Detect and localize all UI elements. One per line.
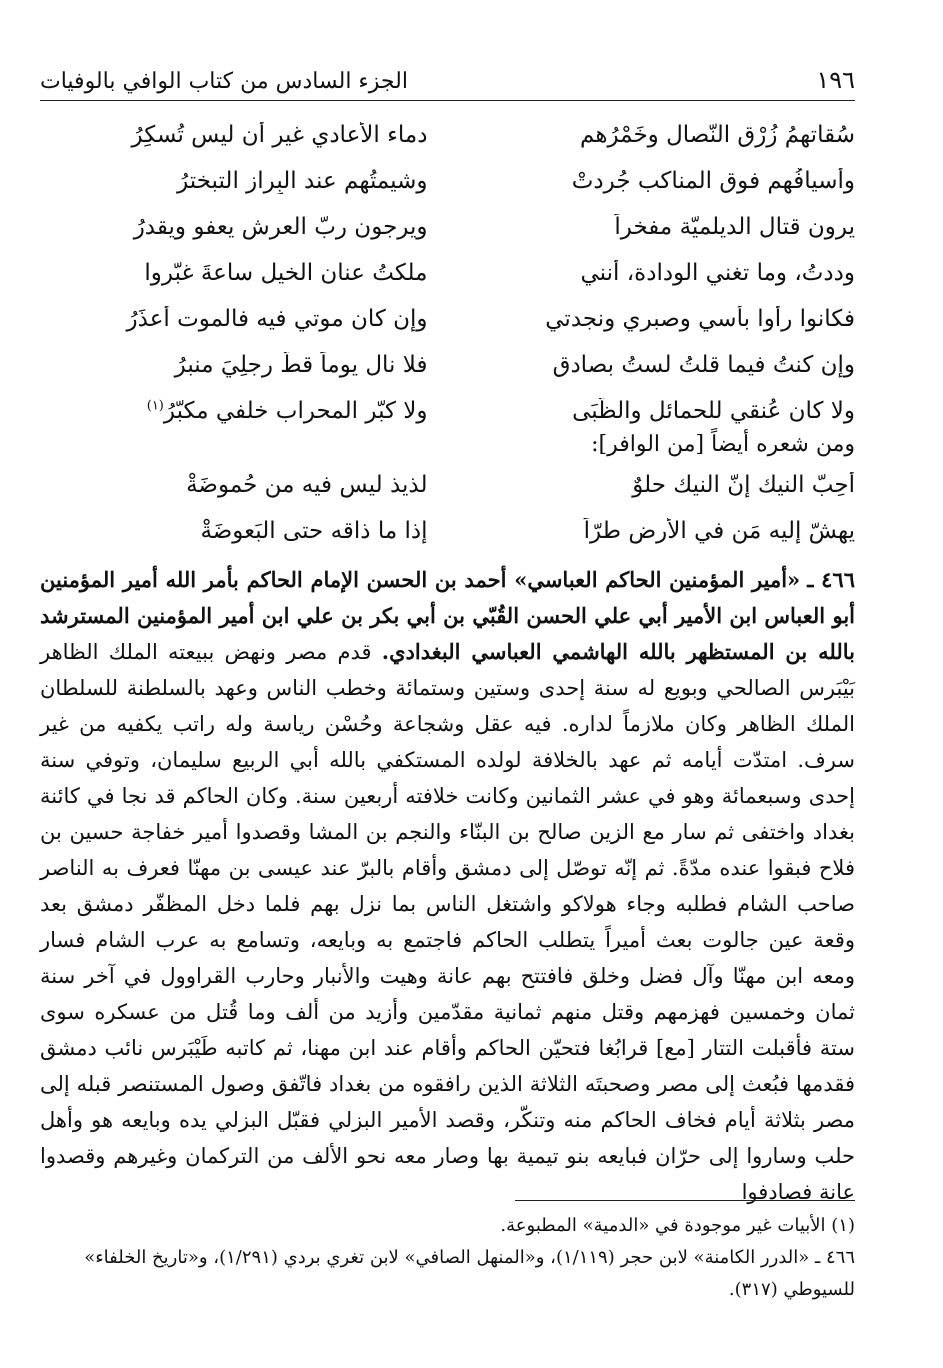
verse-row <box>40 112 855 158</box>
footnote-divider <box>515 1200 855 1201</box>
footnotes <box>40 1210 855 1306</box>
verse-hemistich-second: وشيمتُهم عند البِراز التبخترُ <box>177 168 428 194</box>
footnote: ٤٦٦ ـ «الدرر الكامنة» لابن حجر (١/١١٩)، و«المنهل الصافي» لابن تغري بردي (١/٢٩١)، و«تاريخ الخلفاء» للسيوطي (٣١٧). <box>84 1247 855 1300</box>
verse-hemistich-second <box>40 398 468 424</box>
running-title: الجزء السادس من كتاب الوافي بالوفيات <box>40 69 408 94</box>
verse-hemistich-first: ولا كان عُنقي للحمائل والظُّبَى <box>572 398 855 424</box>
verse-text: ولا كبّر المحراب خلفي مكبّرُ <box>163 398 428 424</box>
verse-row <box>40 158 855 204</box>
verse-hemistich-first: سُقاتهمُ زُرْق النّصال وخَمْرُهم <box>580 122 855 148</box>
running-header <box>40 54 855 101</box>
verse-hemistich-first: وددتُ، وما تغني الوِدادة، أنني <box>580 260 855 286</box>
verse-hemistich-second: فلا نال يوماً قطّ رجلِيَ منبرُ <box>174 352 428 378</box>
verse-row <box>40 204 855 250</box>
verse-hemistich-second: ويرجون ربّ العرش يعفو ويقدرُ <box>133 214 428 240</box>
verse-hemistich-second: ملكتُ عنان الخيل ساعةَ غبّروا <box>144 260 428 286</box>
poem-block-1 <box>40 112 855 434</box>
footnote-marker: (١) <box>146 398 164 414</box>
verse-hemistich-first: أُحِبّ النيك إنّ النيك حلوٌ <box>632 472 855 498</box>
verse-row <box>40 342 855 388</box>
footnote: (١) الأبيات غير موجودة في «الدمية» المطبوعة. <box>500 1215 855 1236</box>
verse-hemistich-second: إذا ما ذاقه حتى البَعوضَةْ <box>200 518 428 544</box>
verse-hemistich-first: وأسيافُهم فوق المناكب جُردتْ <box>571 168 855 194</box>
verse-row <box>40 296 855 342</box>
biography-entry <box>40 562 855 1210</box>
verse-hemistich-second: وإن كان موتي فيه فالموت أعذَرُ <box>126 306 428 332</box>
verse-row <box>40 250 855 296</box>
verse-hemistich-second: لذيذ ليس فيه من حُموضَةْ <box>186 472 428 498</box>
page-number: ١٩٦ <box>816 66 855 94</box>
verse-row <box>40 508 855 554</box>
verse-hemistich-second: دماء الأعادي غير أن ليس تُسكِرُ <box>131 122 428 148</box>
poem-intro: ومن شعره أيضاً [من الوافر]: <box>591 432 855 457</box>
poem-block-2 <box>40 462 855 554</box>
verse-row <box>40 462 855 508</box>
verse-hemistich-first: يرون قتال الديلميّة مفخراً <box>614 214 855 240</box>
verse-hemistich-first: وإن كنتُ فيما قلتُ لستُ بصادقٍ <box>552 352 855 378</box>
entry-heading: «أمير المؤمنين الحاكم العباسي» أحمد بن الحسن الإمام الحاكم بأمر الله أمير المؤمنين أبو العباس ابن الأمير أبي علي الحسن القُبّي بن أبي بكر بن علي ابن أمير المؤمنين المسترشد بالله بن المستظهر بالله الهاشمي العباسي البغدادي. <box>40 567 855 664</box>
entry-body: قدم مصر ونهض ببيعته الملك الظاهر بَيْبَرس الصالحي وبويع له سنة إحدى وستين وستمائة وخطب الناس وعهد بالسلطنة للسلطان الملك الظاهر وكان ملازماً لداره. فيه عقل وشجاعة وحُسْن رياسة وله راتب يكفيه من غير سرف. امتدّت أيامه ثم عهد بالخلافة لولده المستكفي بالله أبي الربيع سليمان، وتوفي سنة إحدى وسبعمائة وهو في عشر الثمانين وكانت خلافته أربعين سنة. وكان الحاكم قد نجا في كائنة بغداد واختفى ثم سار مع الزين صالح بن البنّاء والنجم بن المشا وقصدوا أمير خفاجة حسين بن فلاح فبقوا عنده مدّةً. ثم إنّه توصّل إلى دمشق وأقام بالبرّ عند عيسى بن مهنّا فعرف به الناصر صاحب الشام فطلبه وجاء هولاكو واشتغل الناس بما نزل بهم فلما دخل المظفّر دمشق بعد وقعة عين جالوت بعث أميراً يتطلب الحاكم فاجتمع به وبايعه، وتسامع به عرب الشام فسار ومعه ابن مهنّا وآل فضل وخلق فافتتح بهم عانة وهيت والأنبار وحارب القراوول في آخر سنة ثمان وخمسين فهزمهم وقتل منهم ثمانية مقدّمين وأزيد من ألف وما قُتل من عسكره سوى ستة فأقبلت التتار [مع] قرابُغا فتحيّن الحاكم وأقام عند ابن مهنا، ثم كاتبه طَيْبَرس نائب دمشق فقدمها فبُعث إلى مصر وصحبتَه الثلاثة الذين رافقوه من بغداد فاتّفق وصول المستنصر قبله إلى مصر بثلاثة أيام فخاف الحاكم منه وتنكّر، وقصد الأمير البزلي فقبّل البزلي يده وبايعه هو وأهل حلب وساروا إلى حرّان فبايعه بنو تيمية بها وصار معه نحو الألف من التركمان وغيرهم وقصدوا عانة فصادفوا <box>40 640 855 1204</box>
verse-hemistich-first: فكانوا رأوا بأسي وصبري ونجدتي <box>545 306 855 332</box>
entry-number: ٤٦٦ ـ <box>807 567 855 592</box>
verse-hemistich-first: يهشّ إليه مَن في الأرض طرّاً <box>583 518 855 544</box>
verse-row <box>40 388 855 434</box>
